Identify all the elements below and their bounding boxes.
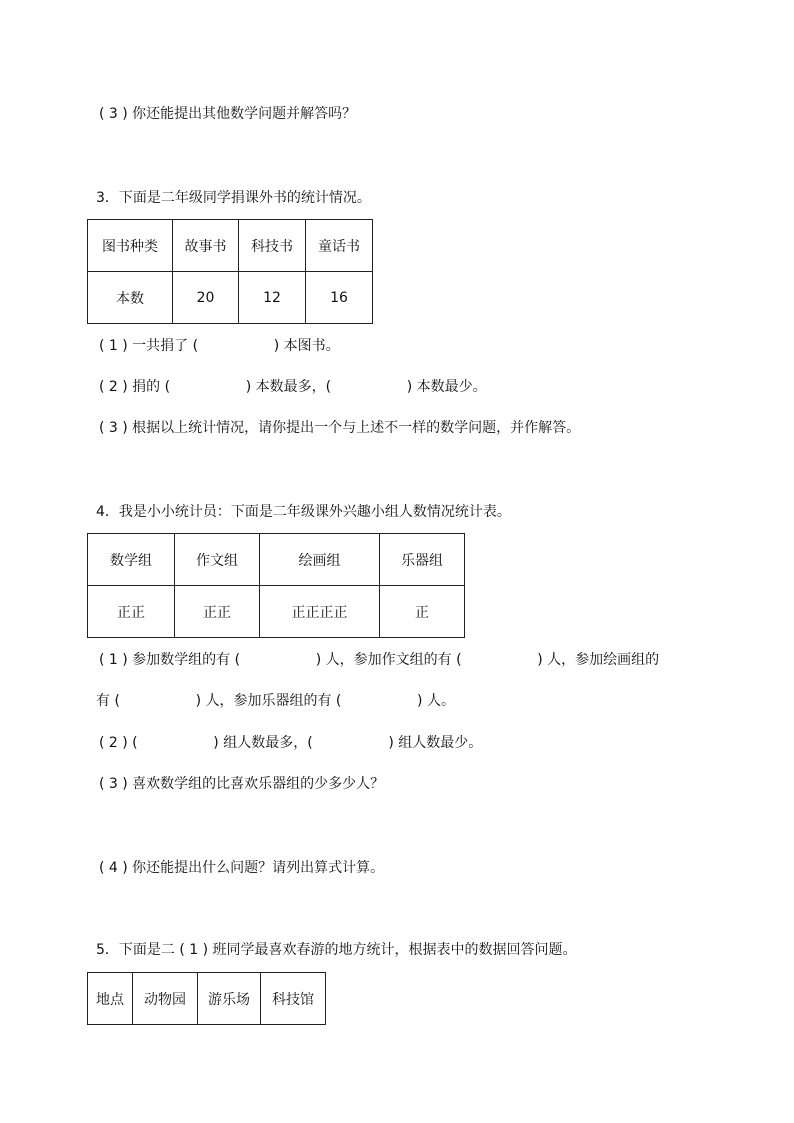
spring-outing-table — [87, 972, 326, 1025]
table-cell: 12 — [239, 272, 306, 324]
question-5-heading: 5．下面是二 ( 1 ) 班同学最喜欢春游的地方统计，根据表中的数据回答问题。 — [96, 942, 577, 958]
question-3-part-3: ( 3 ) 根据以上统计情况，请你提出一个与上述不一样的数学问题，并作解答。 — [99, 420, 581, 436]
table-row — [88, 586, 465, 638]
table-header-cell: 游乐场 — [198, 973, 261, 1025]
table-row — [88, 220, 373, 272]
interest-group-table — [87, 533, 465, 638]
table-header-cell: 绘画组 — [260, 534, 380, 586]
question-4-part-4: ( 4 ) 你还能提出什么问题？请列出算式计算。 — [99, 860, 385, 876]
question-4-heading: 4．我是小小统计员：下面是二年级课外兴趣小组人数情况统计表。 — [96, 504, 511, 520]
table-cell: 本数 — [88, 272, 173, 324]
table-cell: 正 — [380, 586, 465, 638]
table-header-cell: 图书种类 — [88, 220, 173, 272]
table-header-cell: 乐器组 — [380, 534, 465, 586]
table-header-cell: 故事书 — [173, 220, 239, 272]
table-header-cell: 科技书 — [239, 220, 306, 272]
table-cell: 16 — [306, 272, 373, 324]
table-row — [88, 272, 373, 324]
table-header-cell: 作文组 — [175, 534, 260, 586]
question-4-part-2: ( 2 ) ( ) 组人数最多，( ) 组人数最少。 — [99, 735, 483, 751]
table-header-cell: 数学组 — [88, 534, 175, 586]
table-header-cell: 童话书 — [306, 220, 373, 272]
table-cell: 正正正正 — [260, 586, 380, 638]
table-header-cell: 地点 — [88, 973, 133, 1025]
question-3-heading: 3．下面是二年级同学捐课外书的统计情况。 — [96, 190, 371, 206]
table-cell: 20 — [173, 272, 239, 324]
table-cell: 正正 — [175, 586, 260, 638]
question-3-part-1: ( 1 ) 一共捐了 ( ) 本图书。 — [99, 338, 340, 354]
question-4-part-3: ( 3 ) 喜欢数学组的比喜欢乐器组的少多少人？ — [99, 776, 385, 792]
question-4-part-1-line-2: 有 ( ) 人，参加乐器组的有 ( ) 人。 — [96, 693, 455, 709]
table-row — [88, 534, 465, 586]
question-2-part-3: ( 3 ) 你还能提出其他数学问题并解答吗？ — [99, 106, 357, 122]
book-donation-table — [87, 219, 373, 324]
table-cell: 正正 — [88, 586, 175, 638]
question-3-part-2: ( 2 ) 捐的 ( ) 本数最多，( ) 本数最少。 — [99, 379, 487, 395]
table-header-cell: 动物园 — [133, 973, 198, 1025]
table-row — [88, 973, 326, 1025]
table-header-cell: 科技馆 — [261, 973, 326, 1025]
question-4-part-1-line-1: ( 1 ) 参加数学组的有 ( ) 人，参加作文组的有 ( ) 人，参加绘画组的 — [99, 652, 660, 668]
